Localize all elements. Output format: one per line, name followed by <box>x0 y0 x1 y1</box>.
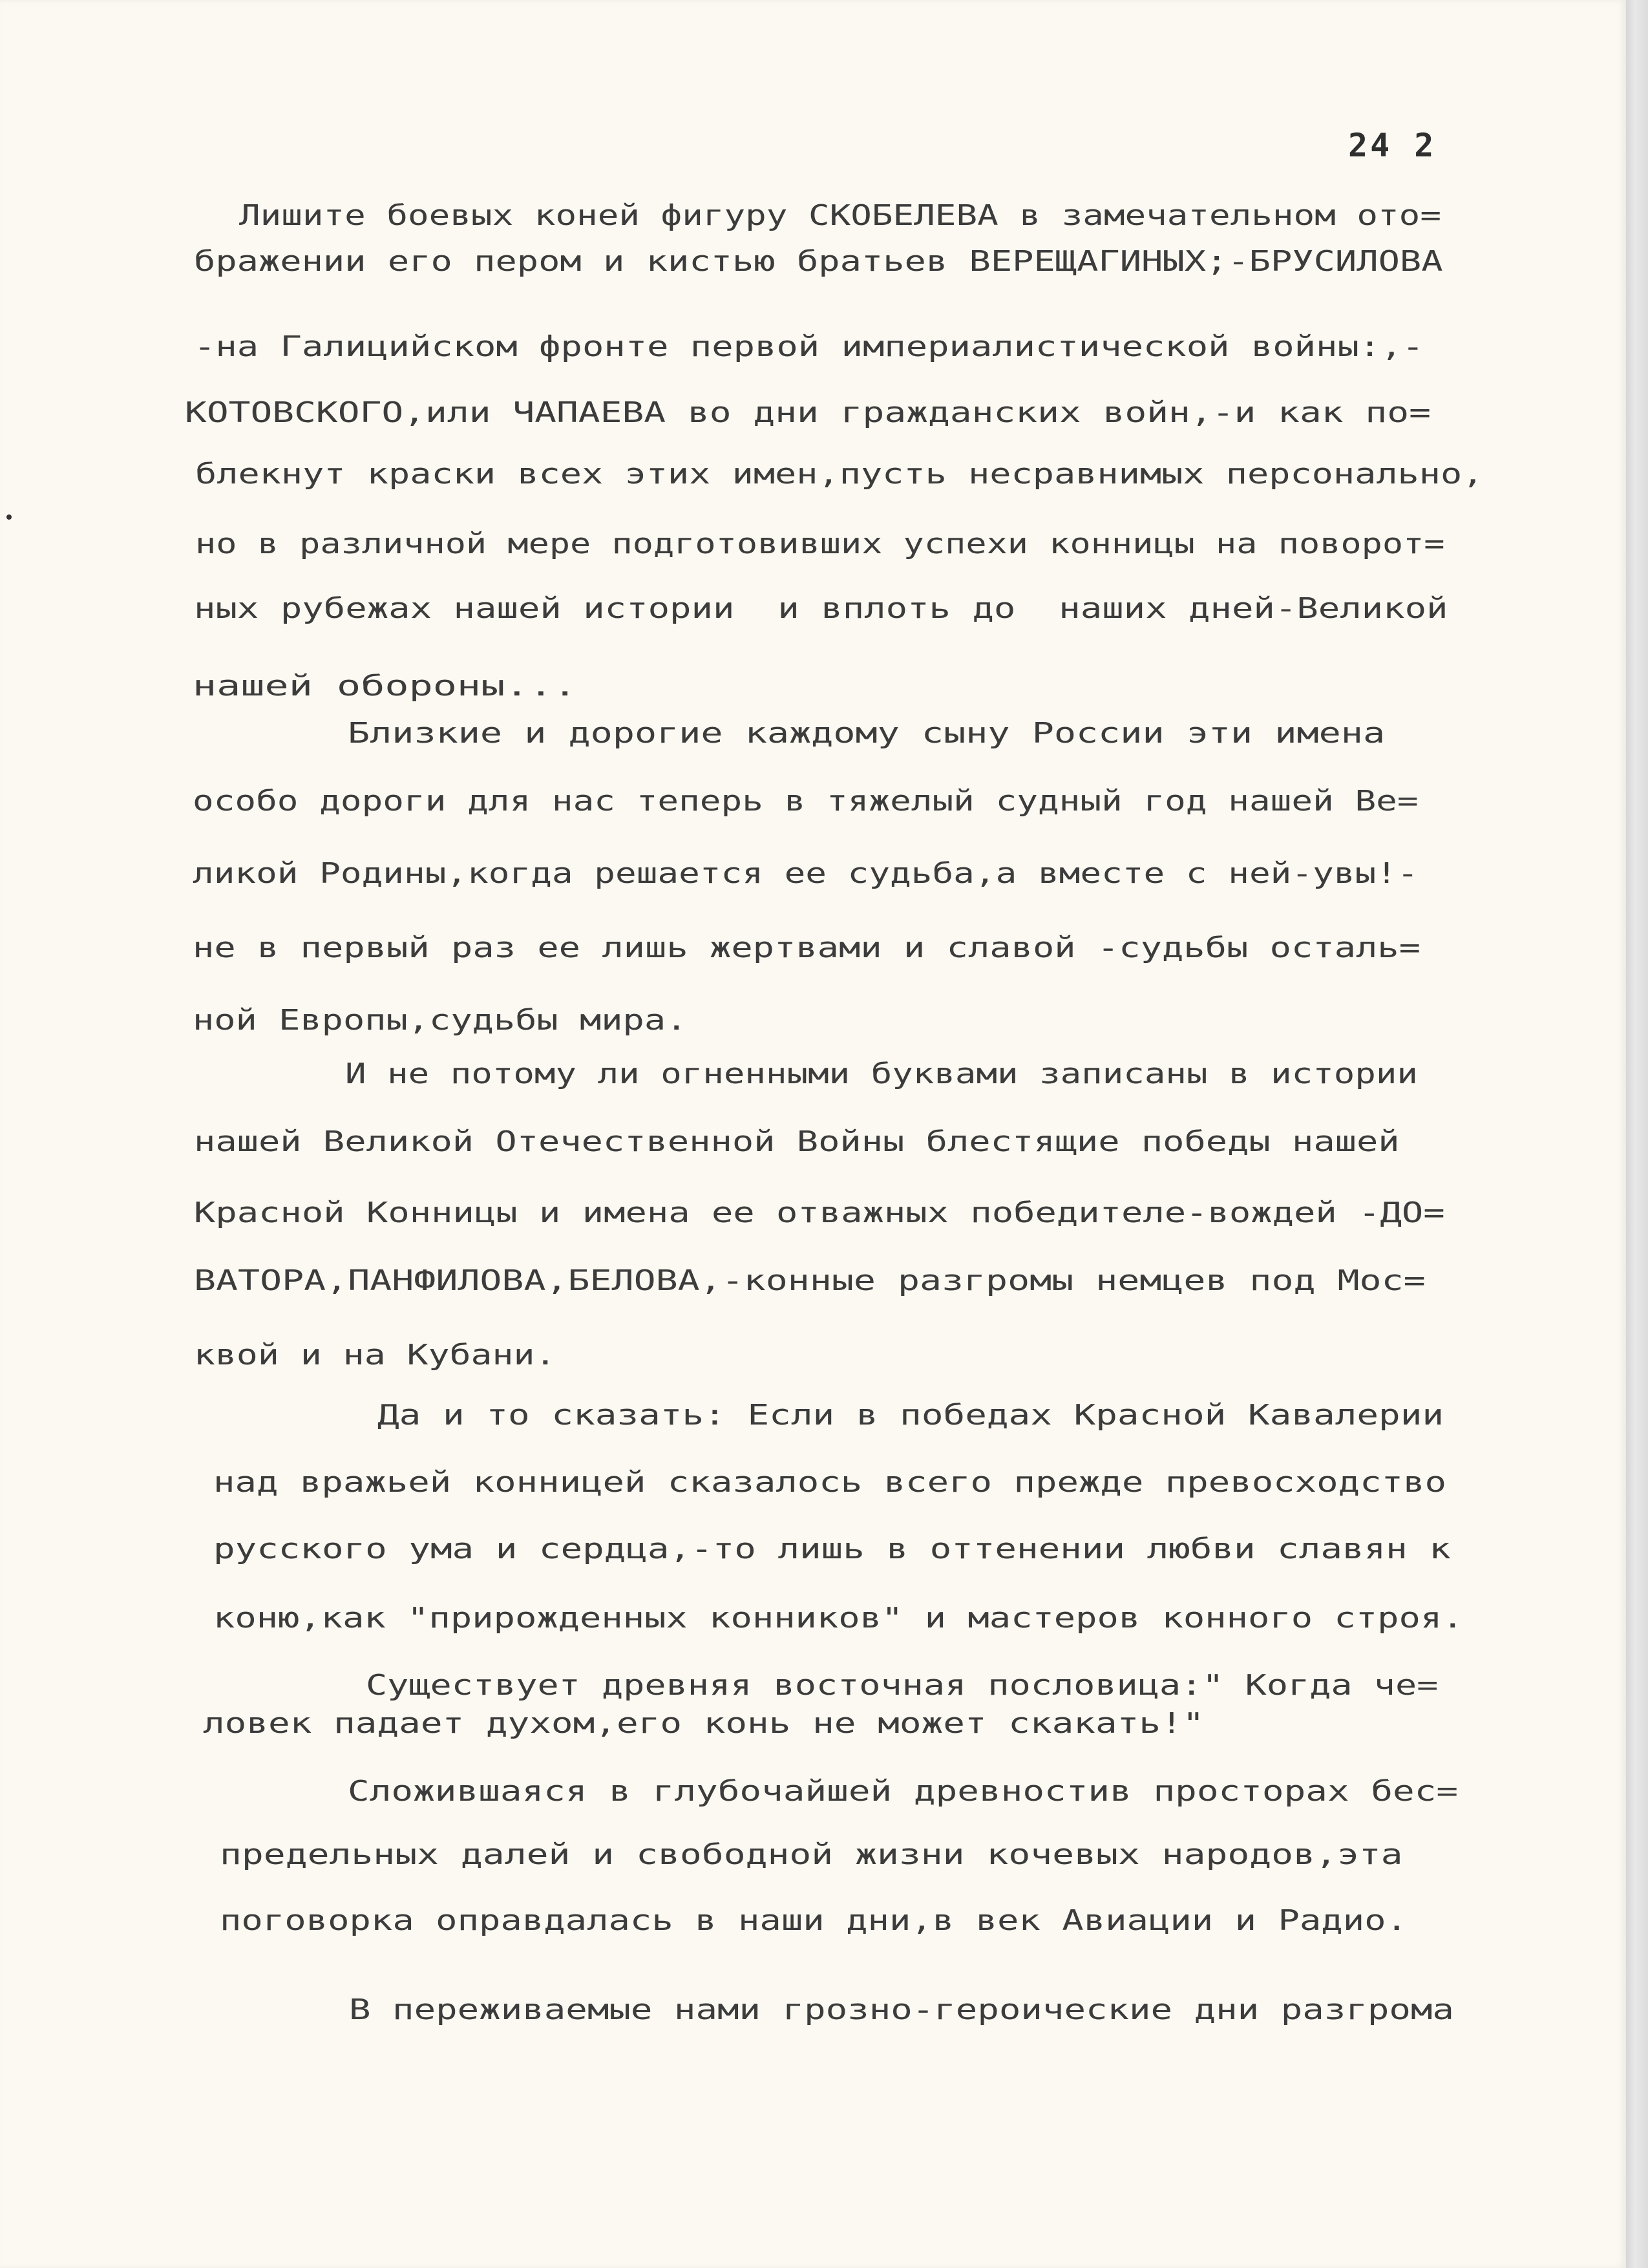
text-line: коню,как "прирожденных конников" и мастеров конного строя. <box>213 1602 1464 1635</box>
text-line: блекнут краски всех этих имен,пусть несравнимых персонально, <box>195 458 1484 491</box>
text-line: особо дороги для нас теперь в тяжелый судный год нашей Ве= <box>193 785 1419 818</box>
text-line: квой и на Кубани. <box>194 1339 556 1372</box>
text-line: Да и то сказать: Если в победах Красной Кавалерии <box>377 1399 1444 1432</box>
text-line: Существует древняя восточная пословица:" Когда че= <box>366 1669 1439 1702</box>
text-line: над вражьей конницей сказалось всего прежде превосходство <box>213 1466 1446 1499</box>
text-line: ловек падает духом,его конь не может скакать!" <box>203 1707 1205 1740</box>
text-line: И не потому ли огненными буквами записаны в истории <box>345 1057 1418 1090</box>
text-line: ликой Родины,когда решается ее судьба,а вместе с ней-увы!- <box>193 857 1419 890</box>
text-line: ВАТОРА,ПАНФИЛОВА,БЕЛОВА,-конные разгромы немцев под Мос= <box>194 1264 1426 1297</box>
text-line: Сложившаяся в глубочайшей древностив просторах бес= <box>348 1775 1459 1808</box>
text-line: не в первый раз ее лишь жертвами и славой -судьбы осталь= <box>193 931 1421 964</box>
text-line: нашей Великой Отечественной Войны блестящие победы нашей <box>194 1125 1400 1158</box>
text-line: бражении его пером и кистью братьев ВЕРЕЩАГИНЫХ;-БРУСИЛОВА <box>194 245 1443 278</box>
text-line: ной Европы,судьбы мира. <box>193 1004 688 1037</box>
text-line: но в различной мере подготовивших успехи конницы на поворот= <box>195 527 1445 560</box>
text-line: предельных далей и свободной жизни кочевых народов,эта <box>220 1838 1403 1871</box>
ink-speck <box>6 514 12 520</box>
text-line: русского ума и сердца,-то лишь в оттенении любви славян к <box>213 1532 1451 1565</box>
text-line: поговорка оправдалась в наши дни,в век Авиации и Радио. <box>220 1904 1408 1937</box>
text-line: ных рубежах нашей истории и вплоть до наших дней-Великой <box>194 592 1448 625</box>
scanner-backdrop <box>1626 0 1648 2268</box>
text-line: -на Галицийском фронте первой империалистической войны:,- <box>194 330 1424 363</box>
text-line: Красной Конницы и имена ее отважных победителе-вождей -ДО= <box>194 1196 1445 1229</box>
text-line: Лишите боевых коней фигуру СКОБЕЛЕВА в замечательном ото= <box>239 199 1441 232</box>
text-line: нашей обороны... <box>193 670 577 703</box>
text-line: КОТОВСКОГО,или ЧАПАЕВА во дни гражданских войн,-и как по= <box>185 396 1431 429</box>
text-line: В переживаемые нами грозно-героические дни разгрома <box>349 1993 1454 2026</box>
page-number: 24 2 <box>1348 127 1437 164</box>
text-line: Близкие и дорогие каждому сыну России эти имена <box>348 717 1386 750</box>
